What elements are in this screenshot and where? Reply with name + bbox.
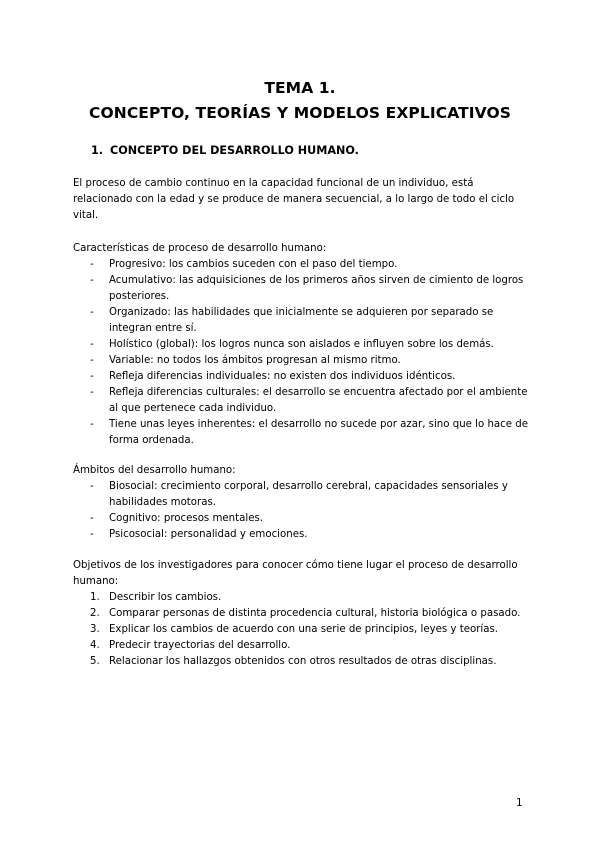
list-item xyxy=(73,369,533,385)
topic-title: TEMA 1. xyxy=(264,79,336,97)
bullet-marker: - xyxy=(90,513,94,524)
section-number: 1. xyxy=(91,144,104,157)
list-item xyxy=(73,385,533,417)
bullet-marker: - xyxy=(90,339,94,350)
bullet-marker: - xyxy=(90,275,94,286)
list-item-text: Refleja diferencias individuales: no existen dos individuos idénticos. xyxy=(109,371,456,382)
bullet-marker: - xyxy=(90,481,94,492)
list-item xyxy=(73,511,533,527)
list-item-text: Holístico (global): los logros nunca son aislados e influyen sobre los demás. xyxy=(109,339,494,350)
bullet-marker: - xyxy=(90,419,94,430)
list-item xyxy=(73,479,533,511)
list-item xyxy=(73,654,533,670)
list-item-text: Acumulativo: las adquisiciones de los primeros años sirven de cimiento de logros posteriores. xyxy=(109,275,524,302)
list-item-text: Cognitivo: procesos mentales. xyxy=(109,513,264,524)
domains-intro: Ámbitos del desarrollo humano: xyxy=(73,465,236,476)
page-number: 1 xyxy=(516,797,523,809)
list-item-text: Describir los cambios. xyxy=(109,592,222,603)
list-item xyxy=(73,353,533,369)
list-item-text: Predecir trayectorias del desarrollo. xyxy=(109,640,291,651)
objectives-intro: Objetivos de los investigadores para conocer cómo tiene lugar el proceso de desarrollo humano: xyxy=(73,560,518,587)
characteristics-intro: Características de proceso de desarrollo humano: xyxy=(73,243,327,254)
section-heading xyxy=(91,144,359,157)
list-item xyxy=(73,590,533,606)
characteristics-section xyxy=(73,241,533,449)
bullet-marker: - xyxy=(90,371,94,382)
item-number: 5. xyxy=(90,656,100,667)
list-item-text: Tiene unas leyes inherentes: el desarrollo no sucede por azar, sino que lo hace de forma ordenada. xyxy=(109,419,529,446)
bullet-marker: - xyxy=(90,355,94,366)
list-item-text: Comparar personas de distinta procedencia cultural, historia biológica o pasado. xyxy=(109,608,521,619)
list-item xyxy=(73,337,533,353)
list-item xyxy=(73,638,533,654)
list-item xyxy=(73,257,533,273)
list-item-text: Explicar los cambios de acuerdo con una serie de principios, leyes y teorías. xyxy=(109,624,499,635)
list-item xyxy=(73,527,533,543)
bullet-marker: - xyxy=(90,307,94,318)
objectives-list xyxy=(73,590,533,670)
bullet-marker: - xyxy=(90,259,94,270)
item-number: 1. xyxy=(90,592,100,603)
objectives-section xyxy=(73,558,533,670)
bullet-marker: - xyxy=(90,529,94,540)
item-number: 3. xyxy=(90,624,100,635)
list-item-text: Progresivo: los cambios suceden con el paso del tiempo. xyxy=(109,259,398,270)
characteristics-list xyxy=(73,257,533,449)
domains-section xyxy=(73,463,533,543)
bullet-marker: - xyxy=(90,387,94,398)
list-item-text: Psicosocial: personalidad y emociones. xyxy=(109,529,308,540)
definition-paragraph: El proceso de cambio continuo en la capacidad funcional de un individuo, está relacionado con la edad y se produce de manera secuencial, a lo largo de todo el ciclo vital. xyxy=(73,178,515,221)
item-number: 4. xyxy=(90,640,100,651)
list-item xyxy=(73,305,533,337)
domains-list xyxy=(73,479,533,543)
list-item-text: Relacionar los hallazgos obtenidos con otros resultados de otras disciplinas. xyxy=(109,656,497,667)
list-item xyxy=(73,417,533,449)
list-item xyxy=(73,273,533,305)
list-item-text: Variable: no todos los ámbitos progresan al mismo ritmo. xyxy=(109,355,401,366)
list-item-text: Biosocial: crecimiento corporal, desarrollo cerebral, capacidades sensoriales y habilidades motoras. xyxy=(109,481,508,508)
list-item xyxy=(73,606,533,622)
list-item xyxy=(73,622,533,638)
section-heading-text: CONCEPTO DEL DESARROLLO HUMANO. xyxy=(110,144,359,157)
topic-subtitle: CONCEPTO, TEORÍAS Y MODELOS EXPLICATIVOS xyxy=(89,104,511,122)
list-item-text: Organizado: las habilidades que inicialmente se adquieren por separado se integran entre sí. xyxy=(109,307,494,334)
list-item-text: Refleja diferencias culturales: el desarrollo se encuentra afectado por el ambiente al que pertenece cada individuo. xyxy=(109,387,528,414)
item-number: 2. xyxy=(90,608,100,619)
